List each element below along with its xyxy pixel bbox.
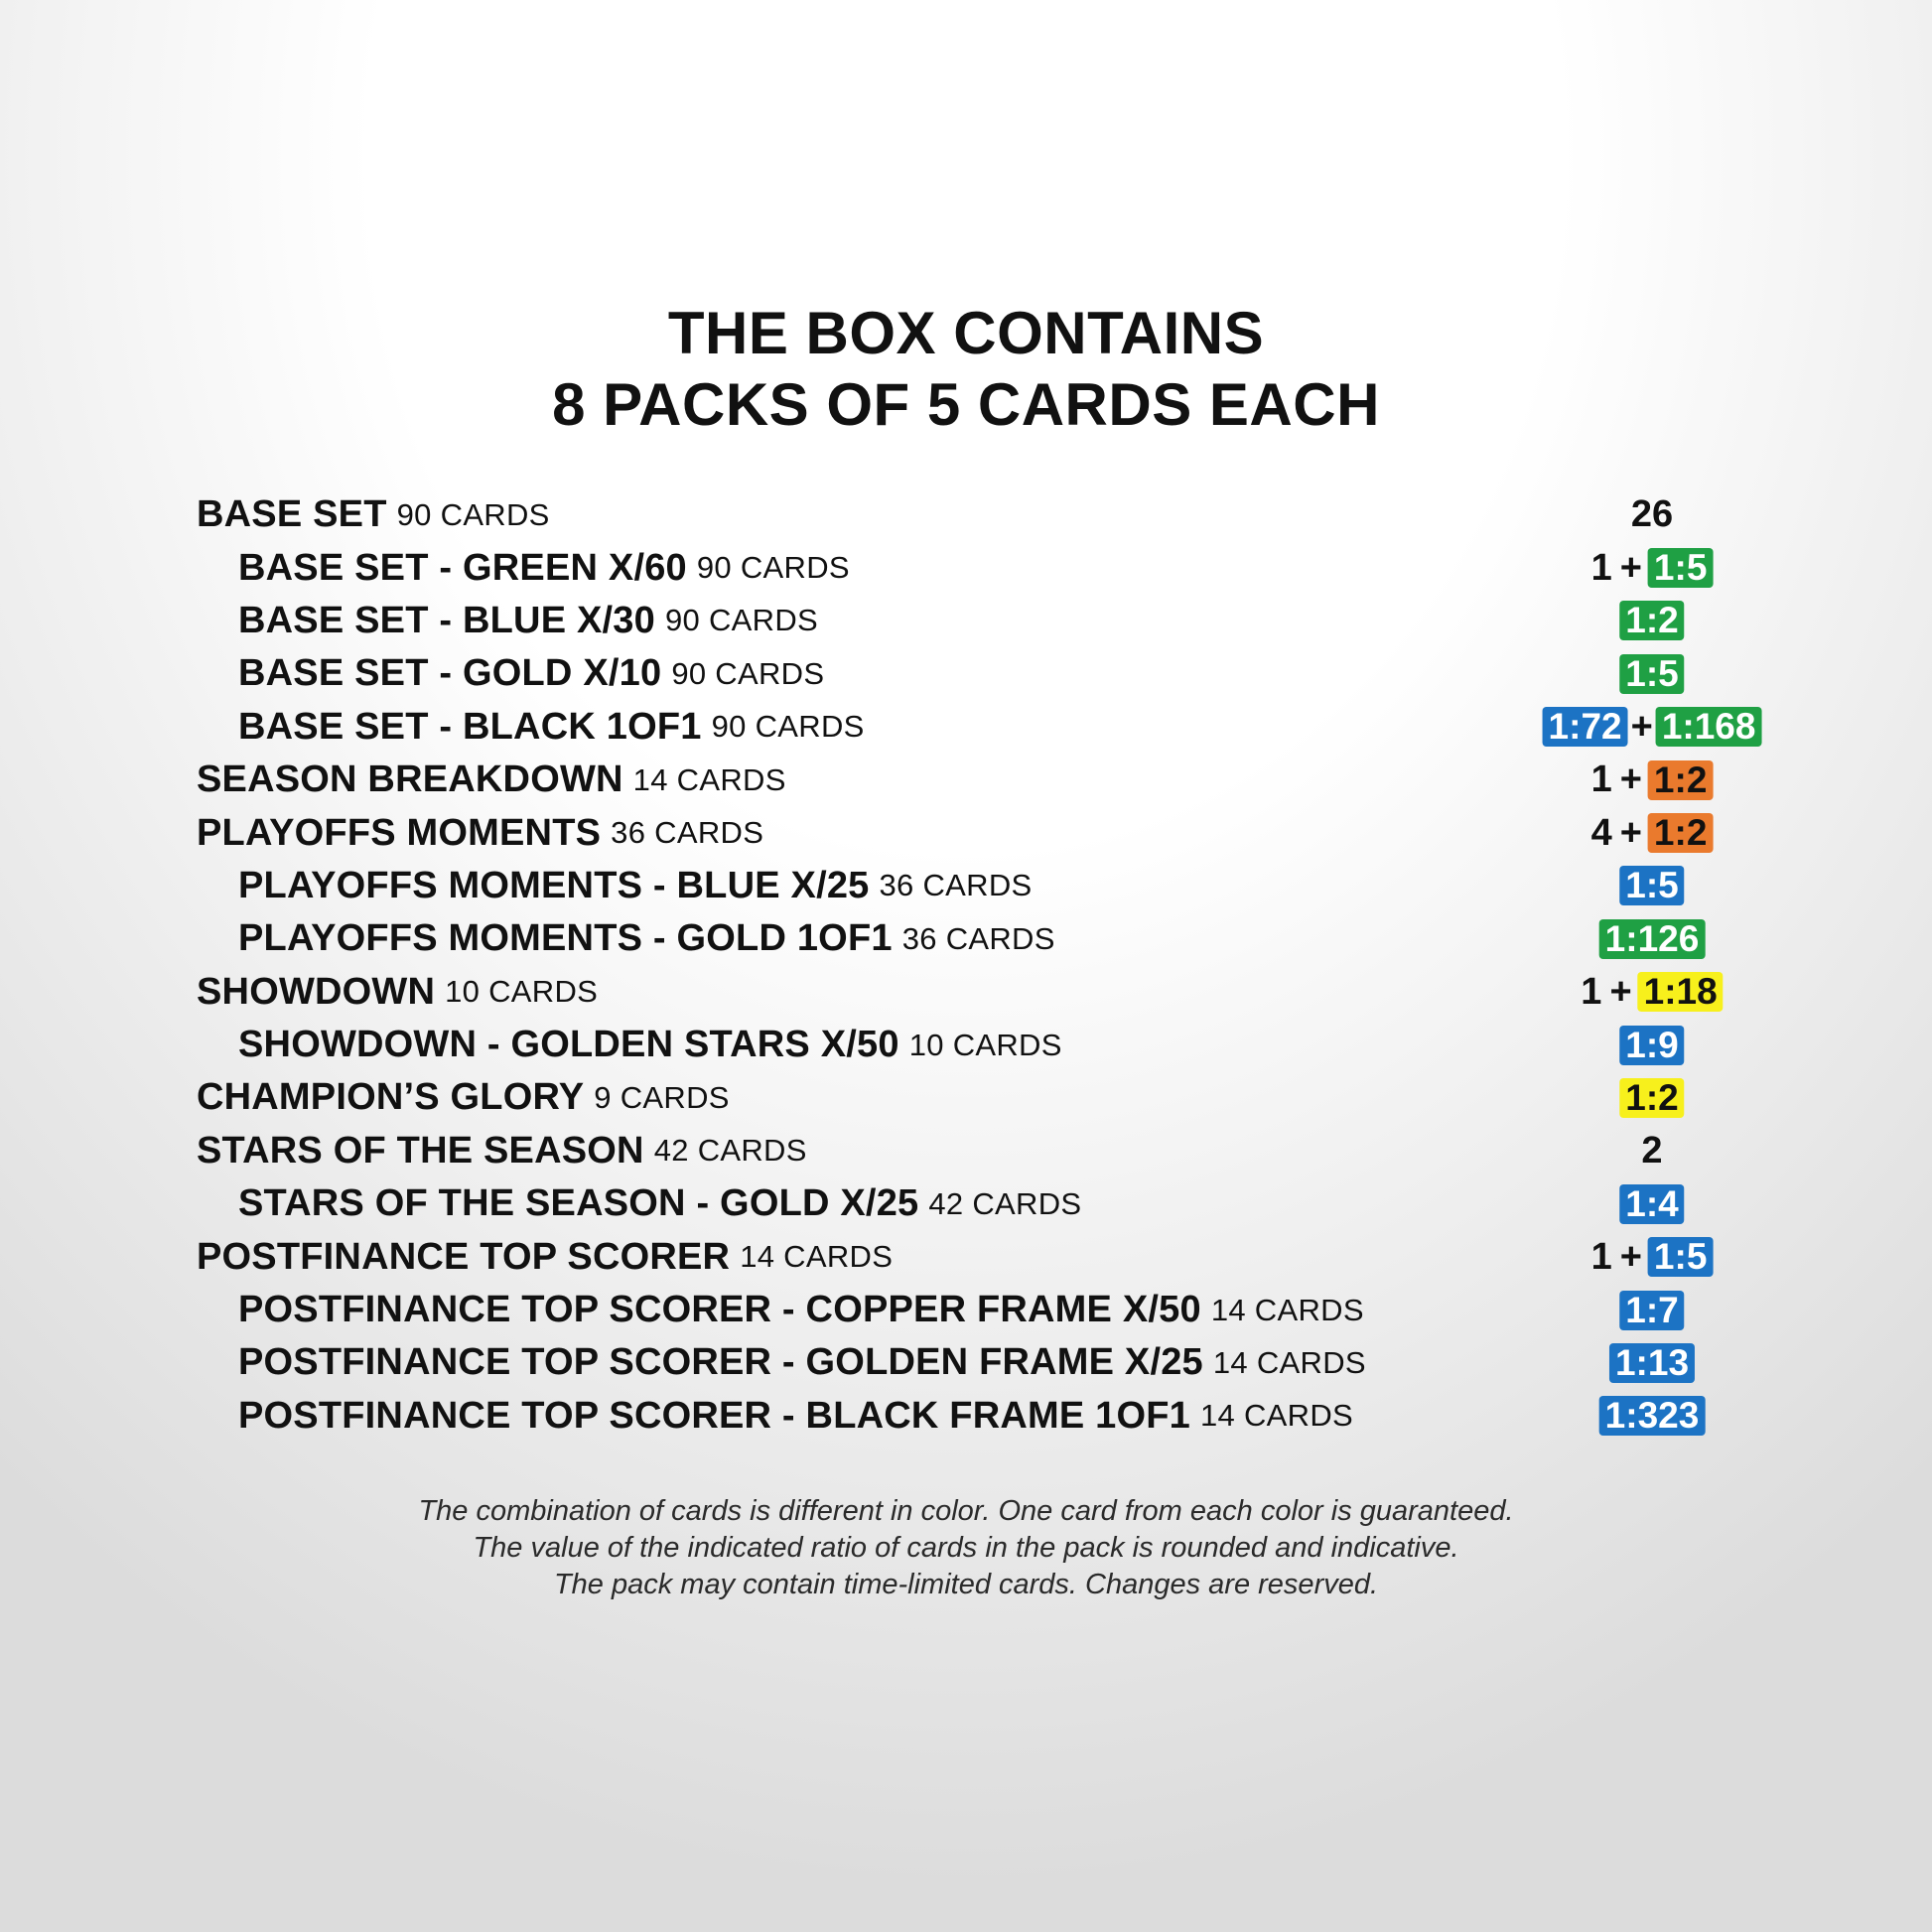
row-value <box>1591 754 1714 806</box>
row-count: 36 CARDS <box>901 920 1055 956</box>
row-value <box>1619 1071 1684 1124</box>
ratio-badge: 1:2 <box>1648 760 1713 800</box>
row-name: BASE SET - BLUE X/30 <box>238 599 655 641</box>
list-item-base-set-blue <box>0 595 1932 647</box>
row-label <box>197 806 763 859</box>
quantity-prefix: 1 <box>1590 759 1612 801</box>
row-count: 10 CARDS <box>445 974 599 1010</box>
row-label <box>238 701 865 754</box>
ratio-badge: 1:5 <box>1648 1237 1713 1277</box>
row-label <box>197 1125 807 1177</box>
row-count: 14 CARDS <box>740 1239 894 1275</box>
row-count: 90 CARDS <box>671 655 825 691</box>
list-item-top-scorer-golden-frame <box>0 1336 1932 1389</box>
row-name: SEASON BREAKDOWN <box>197 759 623 801</box>
row-name: CHAMPION’S GLORY <box>197 1076 585 1119</box>
row-value <box>1619 647 1684 700</box>
row-label <box>238 1177 1081 1230</box>
list-item-stars-of-the-season <box>0 1125 1932 1177</box>
list-item-base-set-black <box>0 701 1932 754</box>
page-title <box>0 298 1932 441</box>
row-label <box>238 1336 1366 1389</box>
row-count: 14 CARDS <box>1210 1292 1364 1327</box>
row-label <box>238 1390 1353 1443</box>
ratio-badge: 1:72 <box>1543 707 1628 747</box>
quantity-prefix: 4 <box>1590 811 1612 854</box>
list-item-showdown <box>0 966 1932 1019</box>
row-value <box>1591 1230 1714 1283</box>
row-name: BASE SET - GREEN X/60 <box>238 546 687 589</box>
row-value <box>1629 488 1675 541</box>
row-value <box>1619 595 1684 647</box>
row-value <box>1599 1390 1706 1443</box>
row-label <box>197 754 786 806</box>
row-value <box>1619 1284 1684 1336</box>
ratio-badge: 1:4 <box>1619 1184 1684 1224</box>
row-name: SHOWDOWN <box>197 970 436 1013</box>
list-item-season-breakdown <box>0 754 1932 806</box>
row-value <box>1543 701 1762 754</box>
row-name: BASE SET - BLACK 1OF1 <box>238 705 702 748</box>
ratio-badge: 1:7 <box>1619 1291 1684 1330</box>
row-label <box>238 647 824 700</box>
row-name: SHOWDOWN - GOLDEN STARS X/50 <box>238 1024 899 1066</box>
quantity-prefix: 1 <box>1590 546 1612 589</box>
disclaimer-line-2: The value of the indicated ratio of cards in the pack is rounded and indicative. <box>473 1532 1459 1564</box>
list-item-base-set-gold <box>0 647 1932 700</box>
ratio-badge: 1:5 <box>1648 548 1713 588</box>
row-count: 14 CARDS <box>1212 1344 1366 1380</box>
plus-sign: + <box>1630 705 1653 748</box>
disclaimer-line-1: The combination of cards is different in color. One card from each color is guaranteed. <box>418 1495 1514 1527</box>
row-name: BASE SET <box>197 493 387 536</box>
row-label <box>238 912 1055 965</box>
plus-sign: + <box>1619 1235 1642 1278</box>
list-item-champions-glory <box>0 1071 1932 1124</box>
ratio-badge: 1:126 <box>1599 919 1706 959</box>
list-item-playoffs-moments-gold <box>0 912 1932 965</box>
disclaimer-line-3: The pack may contain time-limited cards. Changes are reserved. <box>553 1569 1379 1600</box>
ratio-badge: 1:9 <box>1619 1026 1684 1065</box>
row-name: POSTFINANCE TOP SCORER - GOLDEN FRAME X/25 <box>238 1341 1203 1384</box>
row-label <box>197 1230 893 1283</box>
row-value <box>1599 912 1706 965</box>
row-label <box>197 966 598 1019</box>
row-count: 42 CARDS <box>653 1133 807 1169</box>
row-count: 14 CARDS <box>1199 1398 1353 1434</box>
row-name: POSTFINANCE TOP SCORER - COPPER FRAME X/50 <box>238 1289 1201 1331</box>
row-count: 9 CARDS <box>594 1079 730 1115</box>
row-value <box>1609 1336 1695 1389</box>
row-value <box>1639 1125 1664 1177</box>
ratio-badge: 1:13 <box>1609 1343 1695 1383</box>
row-name: POSTFINANCE TOP SCORER <box>197 1235 731 1278</box>
row-value <box>1619 1177 1684 1230</box>
title-line-2: 8 PACKS OF 5 CARDS EACH <box>552 371 1380 438</box>
row-name: PLAYOFFS MOMENTS - GOLD 1OF1 <box>238 917 893 960</box>
row-count: 90 CARDS <box>711 709 865 745</box>
row-label <box>197 488 550 541</box>
row-label <box>238 1284 1364 1336</box>
disclaimer <box>0 1493 1932 1603</box>
list-item-base-set <box>0 488 1932 541</box>
ratio-badge: 1:2 <box>1648 813 1713 853</box>
quantity-prefix: 1 <box>1590 1235 1612 1278</box>
row-count: 90 CARDS <box>396 496 550 532</box>
row-value <box>1619 860 1684 912</box>
row-name: POSTFINANCE TOP SCORER - BLACK FRAME 1OF1 <box>238 1394 1190 1437</box>
list-item-playoffs-moments-blue <box>0 860 1932 912</box>
row-count: 36 CARDS <box>611 815 764 851</box>
plus-sign: + <box>1619 546 1642 589</box>
row-label <box>238 1019 1062 1071</box>
row-label <box>238 595 818 647</box>
row-name: BASE SET - GOLD X/10 <box>238 652 662 695</box>
row-name: STARS OF THE SEASON <box>197 1129 644 1172</box>
card-list <box>0 488 1932 1443</box>
list-item-playoffs-moments <box>0 806 1932 859</box>
ratio-badge: 1:5 <box>1619 654 1684 694</box>
plus-sign: + <box>1619 759 1642 801</box>
list-item-showdown-golden-stars <box>0 1019 1932 1071</box>
list-item-top-scorer-copper-frame <box>0 1284 1932 1336</box>
row-name: PLAYOFFS MOMENTS - BLUE X/25 <box>238 864 870 906</box>
ratio-badge: 1:323 <box>1599 1396 1706 1436</box>
ratio-badge-secondary: 1:168 <box>1656 707 1762 747</box>
row-name: STARS OF THE SEASON - GOLD X/25 <box>238 1182 919 1225</box>
list-item-postfinance-top-scorer <box>0 1230 1932 1283</box>
row-value <box>1591 541 1714 594</box>
ratio-badge: 1:2 <box>1619 601 1684 640</box>
row-name: PLAYOFFS MOMENTS <box>197 811 602 854</box>
quantity-prefix: 1 <box>1581 970 1602 1013</box>
ratio-badge: 1:18 <box>1638 972 1724 1012</box>
row-count: 42 CARDS <box>928 1185 1082 1221</box>
ratio-badge: 1:2 <box>1619 1078 1684 1118</box>
title-line-1: THE BOX CONTAINS <box>667 300 1265 366</box>
row-count: 36 CARDS <box>879 868 1033 903</box>
list-item-top-scorer-black-frame <box>0 1390 1932 1443</box>
row-value <box>1619 1019 1684 1071</box>
row-count: 10 CARDS <box>908 1027 1062 1062</box>
ratio-badge: 1:5 <box>1619 866 1684 905</box>
row-value <box>1591 806 1714 859</box>
list-item-base-set-green <box>0 541 1932 594</box>
row-value <box>1581 966 1723 1019</box>
row-label <box>197 1071 730 1124</box>
list-item-stars-of-the-season-gold <box>0 1177 1932 1230</box>
quantity-value: 2 <box>1641 1129 1663 1172</box>
row-label <box>238 541 850 594</box>
row-count: 90 CARDS <box>664 603 818 638</box>
row-count: 90 CARDS <box>696 550 850 586</box>
quantity-value: 26 <box>1630 493 1674 536</box>
plus-sign: + <box>1619 811 1642 854</box>
row-label <box>238 860 1033 912</box>
row-count: 14 CARDS <box>632 761 786 797</box>
plus-sign: + <box>1609 970 1632 1013</box>
